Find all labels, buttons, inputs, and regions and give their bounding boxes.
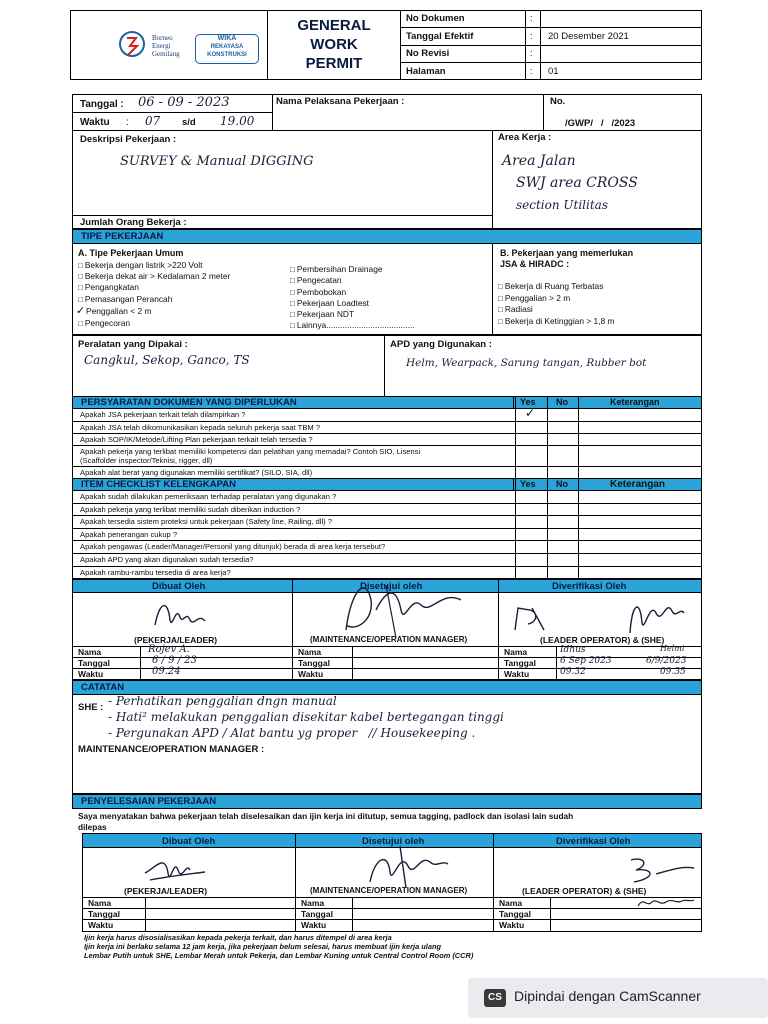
persyaratan-q2: Apakah JSA telah dikomunikasikan kepada seluruh pekerja saat TBM ? <box>80 423 321 432</box>
persyaratan-q4b: (Scaffolder inspector/Teknisi, rigger, dll) <box>80 456 213 465</box>
checklist-yes: Yes <box>520 479 536 489</box>
approval-dibuat: Dibuat Oleh <box>152 581 206 592</box>
pen-role-1: (PEKERJA/LEADER) <box>124 886 208 896</box>
pelaksana-label: Nama Pelaksana Pekerjaan : <box>276 96 405 107</box>
penyelesaian-statement-2: dilepas <box>78 822 107 832</box>
footer-note-1: Ijin kerja harus disosialisasikan kepada pekerja terkait, dan harus ditempel di area kerja <box>84 933 392 942</box>
penyelesaian-bar: PENYELESAIAN PEKERJAAN <box>72 794 702 809</box>
persyaratan-q3: Apakah SOP/IK/Metode/Lifting Plan pekerjaan terkait telah tersedia ? <box>80 435 313 444</box>
penyelesaian-statement-1: Saya menyatakan bahwa pekerjaan telah diselesaikan dan ijin kerja ini ditutup, semua tagging, padlock dan isolasi lain sudah <box>78 811 574 821</box>
approval-waktu-1: Waktu <box>78 669 104 679</box>
signature-pekerja <box>150 595 210 635</box>
pen-signature-nama <box>636 894 696 910</box>
approval-role-1: (PEKERJA/LEADER) <box>134 635 218 645</box>
permit-title-line-2: WORK <box>310 36 358 53</box>
area-value[interactable] <box>502 150 638 216</box>
tanggal-value[interactable]: 06 - 09 - 2023 <box>138 95 230 110</box>
approval-nama-1: Nama <box>78 647 102 657</box>
meta-label-2: No Revisi <box>406 48 450 59</box>
she-note-line-2: - Hati² melakukan penggalian disekitar kabel bertegangan tinggi <box>108 710 504 724</box>
tipe-b-item-0[interactable]: □ Bekerja di Ruang Terbatas <box>498 281 603 291</box>
tipe-a-item-2[interactable]: □ Pengangkatan <box>78 282 139 292</box>
pen-nama-1: Nama <box>88 898 112 908</box>
tipe-a2-item-1[interactable]: □ Pengecatan <box>290 275 342 285</box>
tipe-b-item-1[interactable]: □ Penggalian > 2 m <box>498 293 570 303</box>
persyaratan-yes: Yes <box>520 397 536 407</box>
pen-tanggal-1: Tanggal <box>88 909 120 919</box>
approval-nama-2: Nama <box>298 647 322 657</box>
penggalian-check[interactable]: ✓ <box>76 305 86 317</box>
she-notes[interactable] <box>108 693 504 741</box>
tipe-a2-item-2[interactable]: □ Pembobokan <box>290 287 346 297</box>
pen-waktu-3: Waktu <box>499 920 525 930</box>
tipe-a-item-4[interactable]: Penggalian < 2 m <box>86 306 152 316</box>
scanner-watermark <box>468 978 768 1018</box>
no-value: /GWP/ / /2023 <box>565 118 636 129</box>
permit-title <box>267 16 401 73</box>
pen-waktu-2: Waktu <box>301 920 327 930</box>
approval-nama-3: Nama <box>504 647 528 657</box>
tanggal-label: Tanggal : <box>80 99 124 110</box>
checklist-item-4: Apakah pengawas (Leader/Manager/Personil yang ditunjuk) berada di area kerja tersebut? <box>80 542 386 551</box>
pen-role-2: (MAINTENANCE/OPERATION MANAGER) <box>310 886 468 895</box>
wika-logo-line-2: REKAYASA <box>210 44 244 50</box>
footer-note-3: Lembar Putih untuk SHE, Lembar Merah untuk Pekerja, dan Lembar Kuning untuk Central Control Room (CCR) <box>84 951 474 960</box>
jumlah-label: Jumlah Orang Bekerja : <box>80 217 187 228</box>
checklist-item-3: Apakah penerangan cukup ? <box>80 530 178 539</box>
apd-value[interactable]: Helm, Wearpack, Sarung tangan, Rubber bot <box>406 357 647 369</box>
p3-nama[interactable]: Idhus <box>560 645 586 655</box>
p4-waktu[interactable]: 09.35 <box>660 667 686 677</box>
area-line-3: section Utilitas <box>516 198 608 212</box>
company-name <box>152 34 180 58</box>
approval-role-3: (LEADER OPERATOR) & (SHE) <box>540 635 665 645</box>
pen-tanggal-2: Tanggal <box>301 909 333 919</box>
pen-diverifikasi: Diverifikasi Oleh <box>556 836 631 847</box>
p1-nama[interactable]: Rojev A. <box>148 644 190 655</box>
pen-nama-3: Nama <box>499 898 523 908</box>
she-note-line-1: - Perhatikan penggalian dngn manual <box>108 694 337 708</box>
approval-tanggal-1: Tanggal <box>78 658 110 668</box>
camscanner-logo-icon: CS <box>484 989 506 1007</box>
checklist-ket: Keterangan <box>610 479 666 490</box>
pen-disetujui: Disetujui oleh <box>362 836 425 847</box>
checklist-item-1: Apakah pekerja yang terlibat memiliki sudah diberikan induction ? <box>80 505 301 514</box>
pen-waktu-1: Waktu <box>88 920 114 930</box>
persyaratan-q1-check[interactable]: ✓ <box>525 406 536 420</box>
permit-title-line-1: GENERAL <box>297 17 371 34</box>
p1-waktu[interactable]: 09.24 <box>152 666 181 677</box>
area-line-2: SWJ area CROSS <box>516 175 638 191</box>
tipe-a2-item-3[interactable]: □ Pekerjaan Loadtest <box>290 298 369 308</box>
meta-label-0: No Dokumen <box>406 13 465 24</box>
tipe-a-item-1[interactable]: □ Bekerja dekat air > Kedalaman 2 meter <box>78 271 230 281</box>
persyaratan-no: No <box>556 397 568 407</box>
area-label: Area Kerja : <box>498 132 552 143</box>
checklist-item-5: Apakah APD yang akan digunakan sudah tersedia? <box>80 555 254 564</box>
checklist-item-6: Apakah rambu-rambu tersedia di area kerja? <box>80 568 231 577</box>
camscanner-text: Dipindai dengan CamScanner <box>514 988 701 1004</box>
tipe-b-title-2: JSA & HIRADC : <box>500 259 570 269</box>
persyaratan-q1: Apakah JSA pekerjaan terkait telah dilampirkan ? <box>80 410 246 419</box>
wika-logo <box>195 34 259 64</box>
approval-waktu-3: Waktu <box>504 669 530 679</box>
pen-nama-2: Nama <box>301 898 325 908</box>
p3-waktu[interactable]: 09.32 <box>560 667 586 677</box>
no-label: No. <box>550 96 566 107</box>
meta-label-1: Tanggal Efektif <box>406 31 474 42</box>
checklist-no: No <box>556 479 568 489</box>
signature-she <box>620 593 690 637</box>
meta-label-3: Halaman <box>406 66 446 77</box>
p4-nama[interactable]: Helmi <box>660 644 685 653</box>
pen-signature-pekerja <box>140 848 210 888</box>
meta-value-1: 20 Desember 2021 <box>548 31 629 42</box>
approval-diverifikasi: Diverifikasi Oleh <box>552 581 627 592</box>
checklist-bar: ITEM CHECKLIST KELENGKAPAN <box>72 478 514 491</box>
persyaratan-bar: PERSYARATAN DOKUMEN YANG DIPERLUKAN <box>72 396 514 409</box>
approval-waktu-2: Waktu <box>298 669 324 679</box>
tipe-pekerjaan-bar: TIPE PEKERJAAN <box>72 229 702 244</box>
approval-role-2: (MAINTENANCE/OPERATION MANAGER) <box>310 635 468 644</box>
she-note-line-3: - Pergunakan APD / Alat bantu yg proper // Housekeeping . <box>108 726 476 740</box>
persyaratan-q5: Apakah alat berat yang digunakan memiliki sertifikat? (SILO, SIA, dll) <box>80 468 313 477</box>
catatan-bar: CATATAN <box>72 680 702 695</box>
p1-tanggal[interactable]: 6 / 9 / 23 <box>152 655 197 666</box>
work-permit-form: Borneo Energi Gemilang WIKA REKAYASA KONSTRUKSI GENERAL WORK PERMIT No Dokumen Tanggal Efektif No Revisi Halaman : : : : 20 Desember 2021 01 Tanggal : 06 - 09 - 2023 Waktu : 07 s/d 19.00 Nama Pelaksana Pekerjaan : No. /GWP/ / /2023 Deskripsi Pekerjaan : SURVEY & Manual DIGGING Area Kerja : Area Jalan SWJ area CROSS section Utilitas Jumlah Orang Bekerja : TIPE PEKERJAAN A. Tipe Pekerjaan Umum □ Bekerja dengan listrik >220 Volt □ Bekerja dekat air > Kedalaman 2 meter □ Pengangkatan □ Pemasangan Perancah ✓ Penggalian < 2 m □ Pengecoran □ Pembersihan Drainage □ Pengecatan □ Pembobokan □ Pekerjaan Loadtest □ Pekerjaan NDT □ Lainnya...................................... B. Pekerjaan yang memerlukan JSA & HIRADC : □ Bekerja di Ruang Terbatas □ Penggalian > 2 m □ Radiasi □ Bekerja di Ketinggian > 1,8 m Peralatan yang Dipakai : Cangkul, Sekop, Ganco, TS APD yang Digunakan : Helm, Wearpack, Sarung tangan, Rubber bot PERSYARATAN DOKUMEN YANG DIPERLUKAN Yes No Keterangan Apakah JSA pekerjaan terkait telah dilampirkan ? ✓ Apakah JSA telah dikomunikasikan kepada seluruh pekerja saat TBM ? Apakah SOP/IK/Metode/Lifting Plan pekerjaan terkait telah tersedia ? Apakah pekerja yang terlibat memiliki kompetensi dan pelatihan yang memadai? Contoh SIO, Lisensi (Scaffolder inspector/Teknisi, rigger, dll) Apakah alat berat yang digunakan memiliki sertifikat? (SILO, SIA, dll) ITEM CHECKLIST KELENGKAPAN Yes No Keterangan Apakah sudah dilakukan pemeriksaan terhadap peralatan yang digunakan ? Apakah pekerja yang terlibat memiliki sudah diberikan induction ? Apakah tersedia sistem proteksi untuk pekerjaan (Safety line, Railing, dll) ? Apakah penerangan cukup ? Apakah pengawas (Leader/Manager/Personil yang ditunjuk) berada di area kerja tersebut? Apakah APD yang akan digunakan sudah tersedia? Apakah rambu-rambu tersedia di area kerja? Dibuat Oleh Disetujui oleh Diverifikasi Oleh (PEKERJA/LEADER) (MAINTENANCE/OPERATION MANAGER) (LEADER OPERATOR) & (SHE) Nama Tanggal Waktu Nama Tanggal Waktu Nama Tanggal Waktu Rojev A. 6 / 9 / 23 09.24 Idhus 6 Sep 2023 09.32 Helmi 6/9/2023 09.35 CATATAN SHE : - Perhatikan penggalian dngn manual - Hati² melakukan penggalian disekitar kabel bertegangan tinggi - Pergunakan APD / Alat bantu yg proper // Housekeeping . MAINTENANCE/OPERATION MANAGER : PENYELESAIAN PEKERJAAN Saya menyatakan bahwa pekerjaan telah diselesaikan dan ijin kerja ini ditutup, semua tagging, padlock dan isolasi lain sudah dilepas Dibuat Oleh Disetujui oleh Diverifikasi Oleh (PEKERJA/LEADER) (MAINTENANCE/OPERATION MANAGER) (LEADER OPERATOR) & (SHE) Nama Tanggal Waktu Nama Tanggal Waktu Nama Tanggal Waktu Ijin kerja harus disosialisasikan kepada pekerja terkait, dan harus ditempel di area kerja Ijin kerja ini berlaku selama 12 jam kerja, jika pekerjaan belum selesai, harus membuat ijin kerja ulang Lembar Putih untuk SHE, Lembar Merah untuk Pekerja, dan Lembar Kuning untuk Central Control Room (CCR) <box>70 10 702 970</box>
signature-manager <box>326 570 476 640</box>
pen-role-3: (LEADER OPERATOR) & (SHE) <box>522 886 647 896</box>
wika-logo-line-3: KONSTRUKSI <box>207 52 247 58</box>
pen-tanggal-3: Tanggal <box>499 909 531 919</box>
footer-note-2: Ijin kerja ini berlaku selama 12 jam kerja, jika pekerjaan belum selesai, harus membuat ijin kerja ulang <box>84 942 441 951</box>
waktu-sd: s/d <box>182 117 196 128</box>
tipe-a2-item-4[interactable]: □ Pekerjaan NDT <box>290 309 354 319</box>
checklist-item-2: Apakah tersedia sistem proteksi untuk pekerjaan (Safety line, Railing, dll) ? <box>80 517 332 526</box>
tipe-a-title: A. Tipe Pekerjaan Umum <box>78 248 184 258</box>
waktu-label: Waktu <box>80 117 110 128</box>
approval-disetujui: Disetujui oleh <box>360 581 423 592</box>
tipe-a2-item-0[interactable]: □ Pembersihan Drainage <box>290 264 383 274</box>
deskripsi-label: Deskripsi Pekerjaan : <box>80 134 177 145</box>
waktu-to[interactable]: 19.00 <box>220 114 255 128</box>
pen-signature-she <box>626 852 696 888</box>
persyaratan-ket: Keterangan <box>610 397 660 407</box>
company-name-line-3: Gemilang <box>152 50 180 58</box>
approval-tanggal-3: Tanggal <box>504 658 536 668</box>
apd-label: APD yang Digunakan : <box>390 339 492 350</box>
tipe-b-title-1: B. Pekerjaan yang memerlukan <box>500 248 634 258</box>
permit-title-line-3: PERMIT <box>305 55 363 72</box>
tipe-a-item-5[interactable]: □ Pengecoran <box>78 318 130 328</box>
meta-value-3: 01 <box>548 66 559 77</box>
tipe-a-item-0[interactable]: □ Bekerja dengan listrik >220 Volt <box>78 260 202 270</box>
p3-tanggal[interactable]: 6 Sep 2023 <box>560 656 612 666</box>
waktu-from[interactable]: 07 <box>145 114 161 128</box>
she-label: SHE : <box>78 702 104 713</box>
mom-label: MAINTENANCE/OPERATION MANAGER : <box>78 744 265 755</box>
pen-dibuat: Dibuat Oleh <box>162 836 216 847</box>
company-name-line-2: Energi <box>152 42 171 50</box>
tipe-b-item-3[interactable]: □ Bekerja di Ketinggian > 1,8 m <box>498 316 614 326</box>
company-name-line-1: Borneo <box>152 34 173 42</box>
pen-signature-manager <box>360 842 450 890</box>
p4-tanggal[interactable]: 6/9/2023 <box>646 656 687 666</box>
tipe-b-item-2[interactable]: □ Radiasi <box>498 304 533 314</box>
peralatan-value[interactable]: Cangkul, Sekop, Ganco, TS <box>84 353 250 367</box>
tipe-a-item-3[interactable]: □ Pemasangan Perancah <box>78 294 172 304</box>
deskripsi-value[interactable]: SURVEY & Manual DIGGING <box>120 154 314 169</box>
approval-tanggal-2: Tanggal <box>298 658 330 668</box>
peralatan-label: Peralatan yang Dipakai : <box>78 339 188 350</box>
area-line-1: Area Jalan <box>502 153 576 169</box>
persyaratan-q4a: Apakah pekerja yang terlibat memiliki kompetensi dan pelatihan yang memadai? Contoh SIO, Lisensi <box>80 447 421 456</box>
tipe-a2-item-5[interactable]: □ Lainnya...................................... <box>290 320 415 330</box>
checklist-item-0: Apakah sudah dilakukan pemeriksaan terhadap peralatan yang digunakan ? <box>80 492 337 501</box>
wika-logo-line-1: WIKA <box>217 35 237 42</box>
signature-leader-operator <box>510 600 550 636</box>
